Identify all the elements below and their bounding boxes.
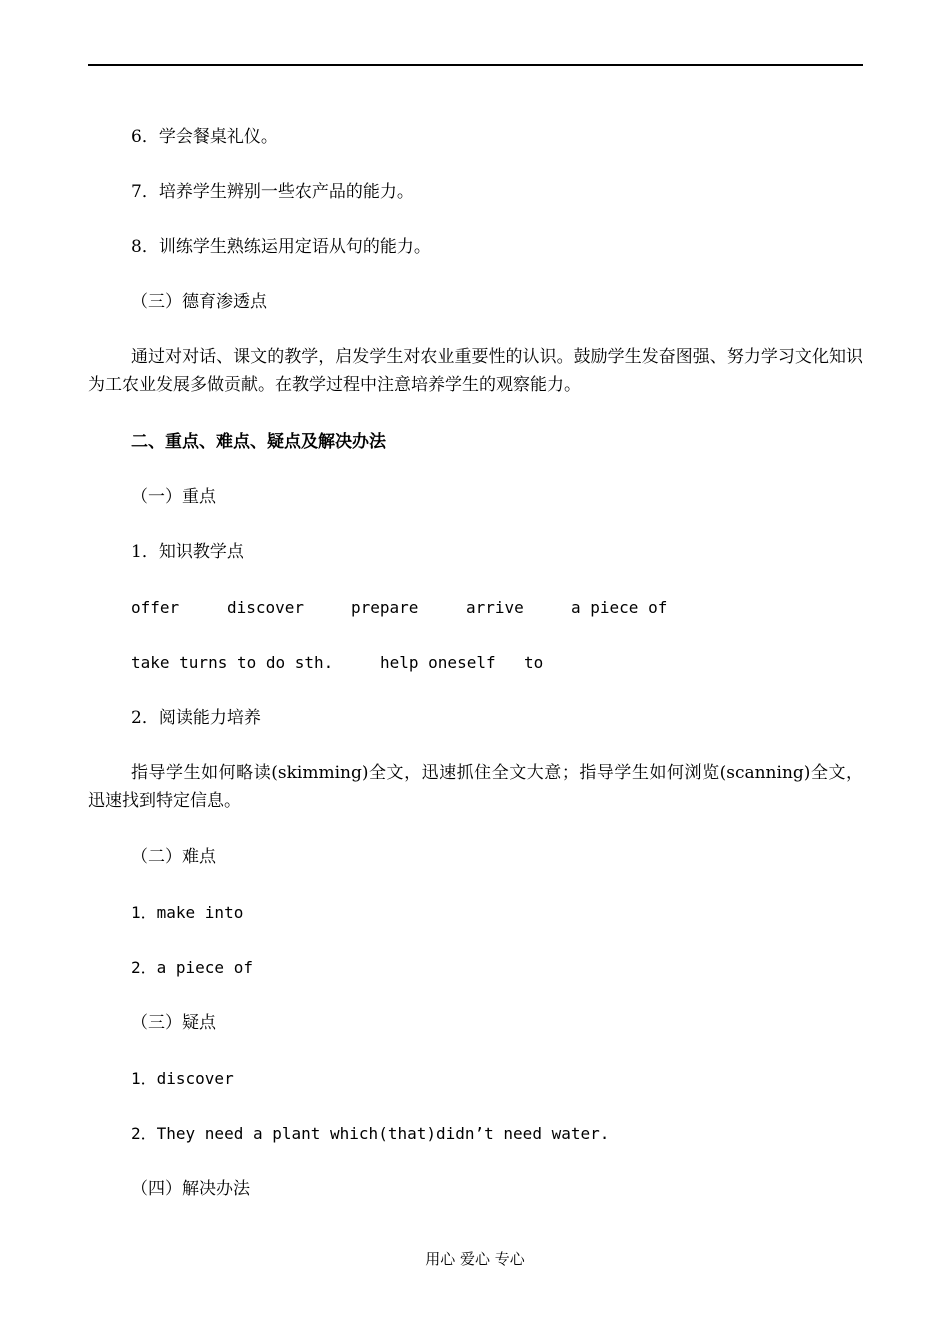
key-heading: （一）重点 [131,487,216,507]
doubt-heading: （三）疑点 [131,1013,216,1033]
vocab-word: arrive [466,598,524,617]
moral-heading: （三）德育渗透点 [131,292,267,312]
page-footer: 用心 爱心 专心 [425,1250,525,1268]
difficult-heading: （二）难点 [131,847,216,867]
doubt-item-1: 1．discover [131,1069,234,1088]
difficult-item-1: 1．make into [131,903,244,922]
objective-item-6: 6．学会餐桌礼仪。 [131,127,278,147]
objective-item-8: 8．训练学生熟练运用定语从句的能力。 [131,237,431,257]
vocab-word: prepare [351,598,419,617]
objective-item-7: 7．培养学生辨别一些农产品的能力。 [131,182,414,202]
solution-heading: （四）解决办法 [131,1179,250,1199]
section2-heading: 二、重点、难点、疑点及解决办法 [131,432,386,452]
difficult-item-2: 2．a piece of [131,958,253,977]
vocab-word: a piece of [571,598,668,617]
reading-item: 2．阅读能力培养 [131,708,261,728]
knowledge-item: 1．知识教学点 [131,542,244,562]
vocab-word: to [524,653,544,672]
vocab-word: help oneself [380,653,496,672]
reading-paragraph: 指导学生如何略读(skimming)全文，迅速抓住全文大意；指导学生如何浏览(scanning)全文，迅速找到特定信息。 [88,763,863,811]
moral-paragraph: 通过对对话、课文的教学，启发学生对农业重要性的认识。鼓励学生发奋图强、努力学习文化知识为工农业发展多做贡献。在教学过程中注意培养学生的观察能力。 [88,347,863,395]
vocab-word: take turns to do sth. [131,653,334,672]
vocab-word: offer [131,598,180,617]
vocab-word: discover [227,598,305,617]
doubt-item-2: 2．They need a plant which(that)didn’t need water. [131,1124,610,1143]
header-rule [88,64,863,66]
